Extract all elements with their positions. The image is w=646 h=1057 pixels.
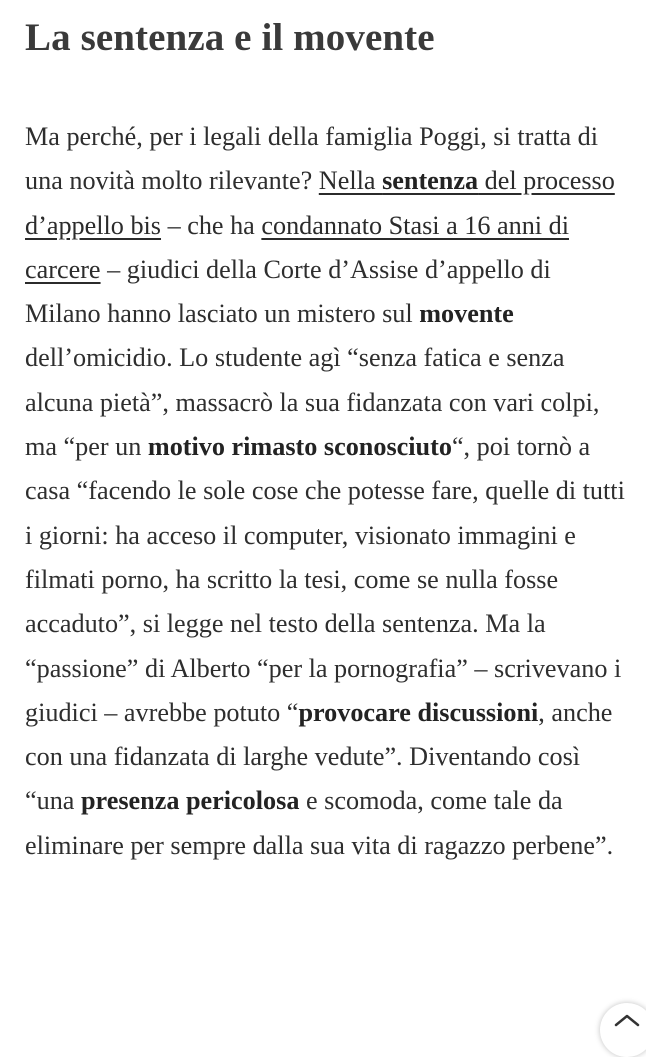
link-text: Nella [318, 166, 383, 196]
section-heading: La sentenza e il movente [25, 16, 435, 59]
text-run: “, poi tornò a casa “facendo le sole cose che potesse fare, quelle di tutti i giorni: ha acceso il computer, visionato immagini e filmati porno, ha scritto la tesi, come se nulla fosse accaduto”, si legge nel testo della sentenza. Ma la “passione” di Alberto “per la pornografia” – scrivevano i giudici – avrebbe potuto “ [25, 432, 625, 727]
bold-text: motivo rimasto sconosciuto [147, 432, 452, 462]
text-run: e scomoda, come tale da eliminare per sempre dalla sua vita di ragazzo perbene”. [25, 786, 614, 860]
link-condanna-stasi[interactable]: condannato Stasi a 16 anni di carcere [25, 210, 569, 284]
bold-text: movente [419, 299, 514, 329]
link-text-bold: sentenza [382, 166, 479, 196]
chevron-up-icon [614, 1013, 640, 1027]
text-run: – che ha [161, 210, 262, 240]
text-run: Ma perché, per i legali della famiglia Poggi, si tratta di una novità molto rilevante? [25, 122, 599, 196]
article-paragraph [25, 115, 625, 868]
text-run: – giudici della Corte d’Assise d’appello di Milano hanno lasciato un mistero sul [25, 254, 551, 329]
bold-text: provocare discussioni [298, 697, 539, 727]
text-run: , anche con una fidanzata di larghe vedute”. Diventando così “una [25, 697, 613, 816]
bold-text: presenza pericolosa [80, 786, 300, 816]
scroll-to-top-button[interactable] [600, 1003, 646, 1057]
link-text: del processo d’appello bis [25, 166, 615, 240]
article [25, 0, 625, 868]
text-run: dell’omicidio. Lo studente agì “senza fatica e senza alcuna pietà”, massacrò la sua fidanzata con vari colpi, ma “per un [25, 343, 600, 462]
